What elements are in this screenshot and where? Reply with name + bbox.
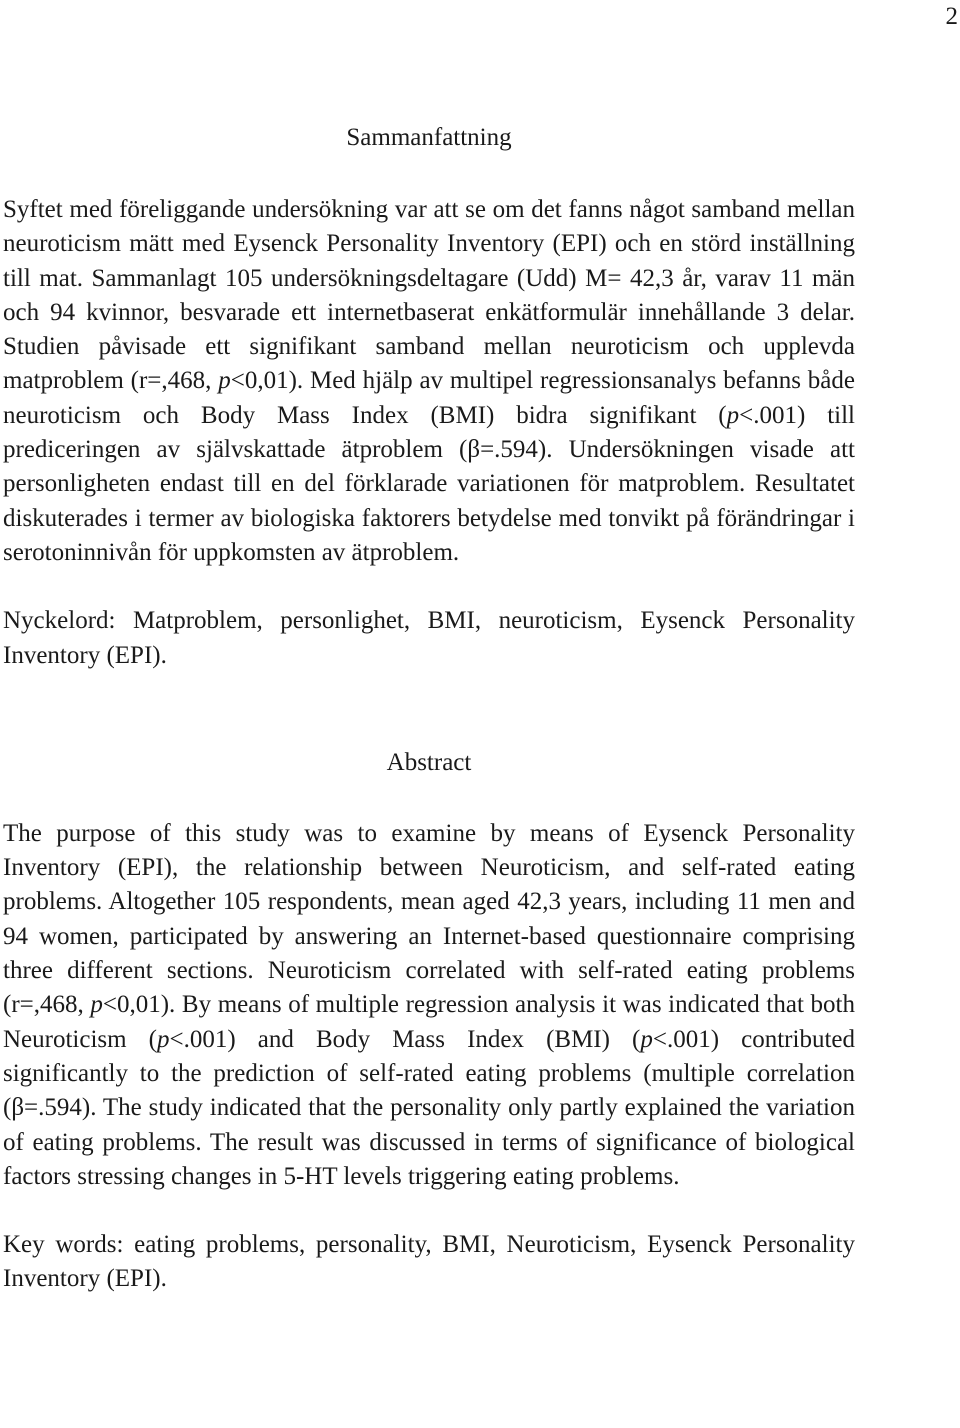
swedish-keywords-list: Matproblem, personlighet, BMI, neuroticism, Eysenck Personality Inventory (EPI).: [3, 607, 855, 669]
swedish-abstract-body: [3, 193, 855, 570]
italic-run: p: [640, 1025, 653, 1053]
text-run: Syftet med föreliggande undersökning var att se om det fanns något samband mellan neuroticism mätt med Eysenck Personality Inventory (EPI) och en störd inställning till mat. Sammanlagt 105 undersökningsdeltagare (Udd) M= 42,3 år, varav 11 män och 94 kvinnor, besvarade ett internetbaserat enkätformulär innehållande 3 delar. Studien påvisade ett signifikant samband mellan neuroticism och upplevda matproblem (r=,468,: [3, 196, 855, 395]
page-number: 2: [945, 3, 958, 30]
english-abstract-heading: Abstract: [386, 748, 472, 776]
swedish-abstract-heading: Sammanfattning: [346, 124, 512, 151]
italic-run: p: [90, 991, 103, 1019]
document-content: [3, 118, 855, 1297]
italic-run: p: [218, 367, 231, 395]
text-run: <.001) till prediceringen av självskattade ätproblem (β=.594). Undersökningen visade att personligheten endast till en del förklarade variationen för matproblem. Resultatet diskuterades i termer av biologiska faktorers betydelse med tonvikt på förändringar i serotoninnivån för uppkomsten av ätproblem.: [3, 401, 855, 566]
text-run: <0,01). By means of multiple regression analysis it was indicated that both Neuroticism (: [3, 991, 855, 1053]
swedish-keywords: [3, 604, 855, 673]
swedish-keywords-label: Nyckelord:: [3, 607, 116, 635]
italic-run: p: [157, 1025, 170, 1053]
text-run: <.001) contributed significantly to the prediction of self-rated eating problems (multiple correlation (β=.594). The study indicated that the personality only partly explained the variation of eating problems. The result was discussed in terms of significance of biological factors stressing changes in 5-HT levels triggering eating problems.: [3, 1025, 855, 1190]
text-run: <0,01). Med hjälp av multipel regressionsanalys befanns både neuroticism och Body Mass Index (BMI) bidra signifikant (: [3, 367, 855, 429]
english-keywords-list: eating problems, personality, BMI, Neuroticism, Eysenck Personality Inventory (EPI).: [3, 1231, 855, 1293]
text-run: <.001) and Body Mass Index (BMI) (: [169, 1025, 641, 1053]
italic-run: p: [726, 401, 740, 429]
english-abstract-body: [3, 817, 855, 1194]
english-keywords-label: Key words:: [3, 1231, 124, 1259]
text-run: The purpose of this study was to examine by means of Eysenck Personality Inventory (EPI), the relationship between Neuroticism, and self-rated eating problems. Altogether 105 respondents, mean aged 42,3 years, including 11 men and 94 women, participated by answering an Internet-based questionnaire comprising three different sections. Neuroticism correlated with self-rated eating problems (r=,468,: [3, 819, 855, 1019]
english-keywords: [3, 1228, 855, 1297]
